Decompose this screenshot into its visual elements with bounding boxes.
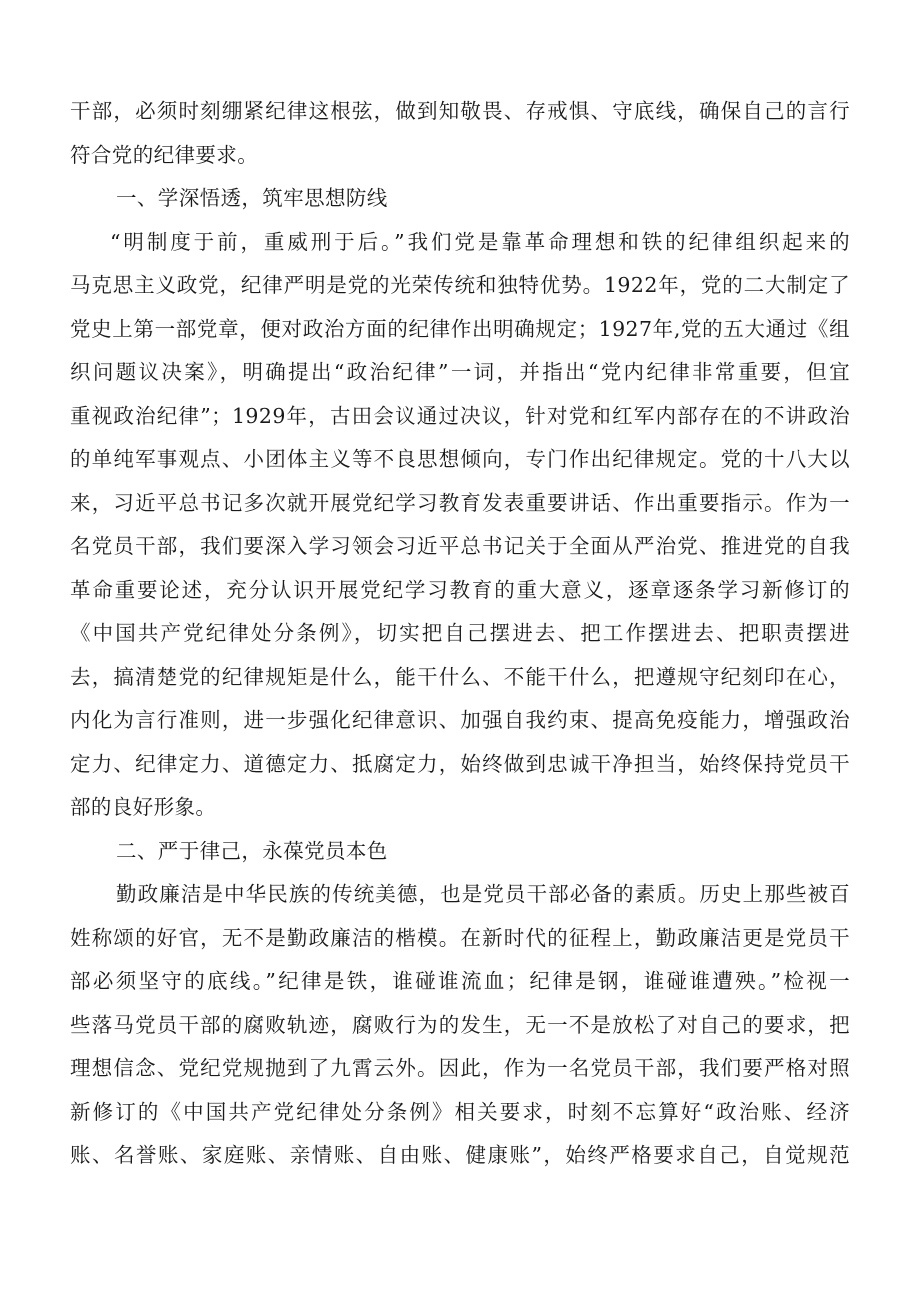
section-heading: 一、学深悟透，筑牢思想防线 — [116, 186, 388, 210]
paragraph-line: 部的良好形象。 — [70, 795, 217, 819]
paragraph-line: 革命重要论述，充分认识开展党纪学习教育的重大意义，逐章逐条学习新修订的 — [70, 578, 850, 602]
paragraph-line: 马克思主义政党，纪律严明是党的光荣传统和独特优势。1922年，党的二大制定了 — [70, 273, 850, 297]
paragraph-line: 去，搞清楚党的纪律规矩是什么，能干什么、不能干什么，把遵规守纪刻印在心， — [70, 665, 850, 689]
paragraph-line: 定力、纪律定力、道德定力、抵腐定力，始终做到忠诚干净担当，始终保持党员干 — [70, 752, 850, 776]
paragraph-line: 内化为言行准则，进一步强化纪律意识、加强自我约束、提高免疫能力，增强政治 — [70, 708, 850, 732]
paragraph-line: 《中国共产党纪律处分条例》，切实把自己摆进去、把工作摆进去、把职责摆进 — [70, 621, 850, 645]
paragraph-line: 重视政治纪律”；1929年，古田会议通过决议，针对党和红军内部存在的不讲政治 — [70, 404, 850, 428]
paragraph-line: 些落马党员干部的腐败轨迹，腐败行为的发生，无一不是放松了对自己的要求，把 — [70, 1013, 850, 1037]
paragraph-line: 的单纯军事观点、小团体主义等不良思想倾向，专门作出纪律规定。党的十八大以 — [70, 447, 850, 471]
paragraph-line: 党史上第一部党章，便对政治方面的纪律作出明确规定；1927年,党的五大通过《组 — [70, 317, 850, 341]
paragraph-line: “明制度于前，重威刑于后。”我们党是靠革命理想和铁的纪律组织起来的 — [110, 230, 850, 254]
paragraph-line: 理想信念、党纪党规抛到了九霄云外。因此，作为一名党员干部，我们要严格对照 — [70, 1056, 850, 1080]
paragraph-line: 勤政廉洁是中华民族的传统美德，也是党员干部必备的素质。历史上那些被百 — [116, 882, 850, 906]
paragraph-line: 部必须坚守的底线。”纪律是铁，谁碰谁流血；纪律是钢，谁碰谁遭殃。”检视一 — [70, 969, 850, 993]
paragraph-line: 符合党的纪律要求。 — [70, 143, 259, 167]
paragraph-line: 干部，必须时刻绷紧纪律这根弦，做到知敬畏、存戒惧、守底线，确保自己的言行 — [70, 99, 850, 123]
paragraph-line: 姓称颂的好官，无不是勤政廉洁的楷模。在新时代的征程上，勤政廉洁更是党员干 — [70, 926, 850, 950]
paragraph-line: 名党员干部，我们要深入学习领会习近平总书记关于全面从严治党、推进党的自我 — [70, 534, 850, 558]
paragraph-line: 账、名誉账、家庭账、亲情账、自由账、健康账”，始终严格要求自己，自觉规范 — [70, 1143, 850, 1167]
section-heading: 二、严于律己，永葆党员本色 — [116, 839, 388, 863]
paragraph-line: 织问题议决案》，明确提出“政治纪律”一词，并指出“党内纪律非常重要，但宜 — [70, 360, 850, 384]
paragraph-line: 来，习近平总书记多次就开展党纪学习教育发表重要讲话、作出重要指示。作为一 — [70, 491, 850, 515]
paragraph-line: 新修订的《中国共产党纪律处分条例》相关要求，时刻不忘算好“政治账、经济 — [70, 1100, 850, 1124]
